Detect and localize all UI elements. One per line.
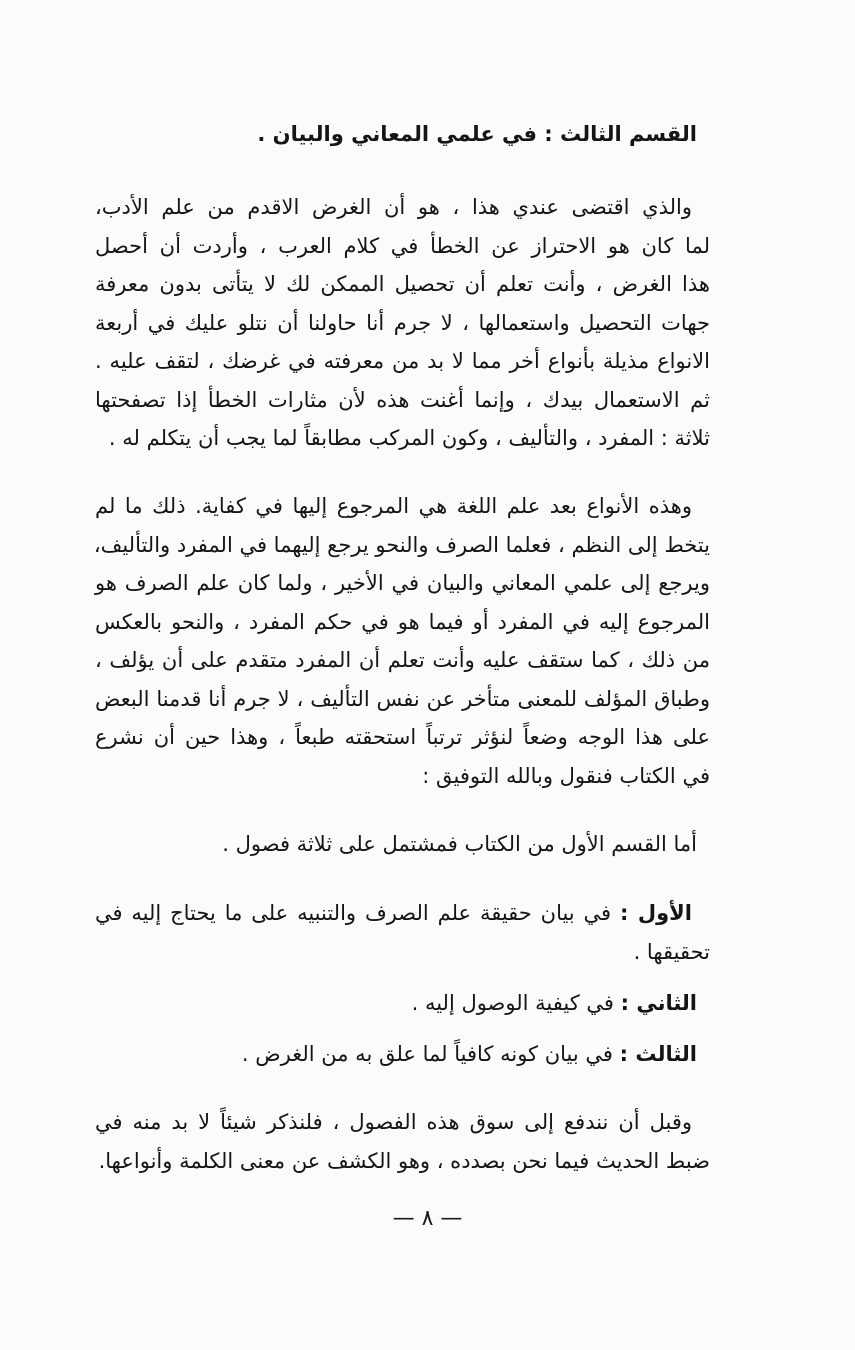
- paragraph-2-line: من ذلك ، كما ستقف عليه وأنت تعلم أن المفرد متقدم على أن يؤلف ،: [95, 648, 710, 672]
- closing-paragraph-line: وقبل أن نندفع إلى سوق هذه الفصول ، فلنذكر شيئاً لا بد منه في: [95, 1110, 692, 1134]
- paragraph-1-line: لما كان هو الاحتراز عن الخطأ في كلام العرب ، وأردت أن أحصل: [95, 233, 710, 258]
- paragraph-2-line: ويرجع إلى علمي المعاني والبيان في الأخير ، ولما كان علم الصرف هو: [95, 571, 710, 595]
- paragraph-1-line: ثلاثة : المفرد ، والتأليف ، وكون المركب مطابقاً لما يجب أن يتكلم له .: [108, 426, 710, 450]
- section-three-heading: القسم الثالث : في علمي المعاني والبيان .: [257, 122, 697, 146]
- part-one-intro-text: أما القسم الأول من الكتاب فمشتمل على ثلاثة فصول .: [222, 832, 697, 856]
- chapter-first: [95, 894, 710, 971]
- paragraph-2-line: في الكتاب فنقول وبالله التوفيق :: [422, 763, 710, 788]
- paragraph-2-line: وطباق المؤلف للمعنى متأخر عن نفس التأليف ، لا جرم أنا قدمنا البعض: [95, 686, 710, 711]
- chapter-first-line-2: تحقيقها .: [633, 939, 710, 964]
- paragraph-1-line: هذا الغرض ، وأنت تعلم أن تحصيل الممكن لك لا يتأتى بدون معرفة: [95, 272, 710, 296]
- paragraph-2: [95, 487, 710, 795]
- closing-paragraph: [95, 1103, 710, 1180]
- chapter-second-text: في كيفية الوصول إليه .: [411, 991, 614, 1015]
- closing-paragraph-line: ضبط الحديث فيما نحن بصدده ، وهو الكشف عن معنى الكلمة وأنواعها.: [98, 1148, 710, 1173]
- paragraph-1-line: الانواع مذيلة بأنواع أخر مما لا بد من معرفته في غرضك ، لتقف عليه .: [95, 349, 710, 373]
- paragraph-2-line: وهذه الأنواع بعد علم اللغة هي المرجوع إليها في كفاية. ذلك ما لم: [95, 494, 692, 518]
- chapter-first-line-1: [95, 894, 710, 933]
- chapter-first-label: الأول :: [619, 901, 692, 925]
- paragraph-2-line: على هذا الوجه وضعاً لنؤثر ترتباً استحقته طبعاً ، وهذا حين أن نشرع: [95, 725, 710, 749]
- chapter-third: [137, 1042, 697, 1066]
- chapter-second: [137, 991, 697, 1015]
- chapter-second-label: الثاني :: [620, 991, 697, 1015]
- chapter-third-label: الثالث :: [619, 1042, 697, 1066]
- paragraph-2-line: المرجوع إليه في المفرد أو فيما هو في حكم المفرد ، والنحو بالعكس: [95, 609, 710, 634]
- paragraph-2-line: يتخط إلى النظم ، فعلما الصرف والنحو يرجع إليهما في المفرد والتأليف،: [93, 532, 710, 557]
- part-one-intro: [137, 832, 697, 856]
- paragraph-1-line: والذي اقتضى عندي هذا ، هو أن الغرض الاقدم من علم الأدب،: [95, 195, 692, 219]
- paragraph-1-line: ثم الاستعمال بيدك ، وإنما أغنت هذه لأن مثارات الخطأ إذا تصفحتها: [95, 387, 710, 412]
- paragraph-1-line: جهات التحصيل واستعمالها ، لا جرم أنا حاولنا أن نتلو عليك في أربعة: [95, 310, 710, 335]
- chapter-first-text: في بيان حقيقة علم الصرف والتنبيه على ما يحتاج إليه في: [95, 901, 612, 925]
- chapter-third-text: في بيان كونه كافياً لما علق به من الغرض .: [241, 1042, 613, 1066]
- paragraph-1: [95, 188, 710, 458]
- page-number: — ٨ —: [392, 1206, 463, 1231]
